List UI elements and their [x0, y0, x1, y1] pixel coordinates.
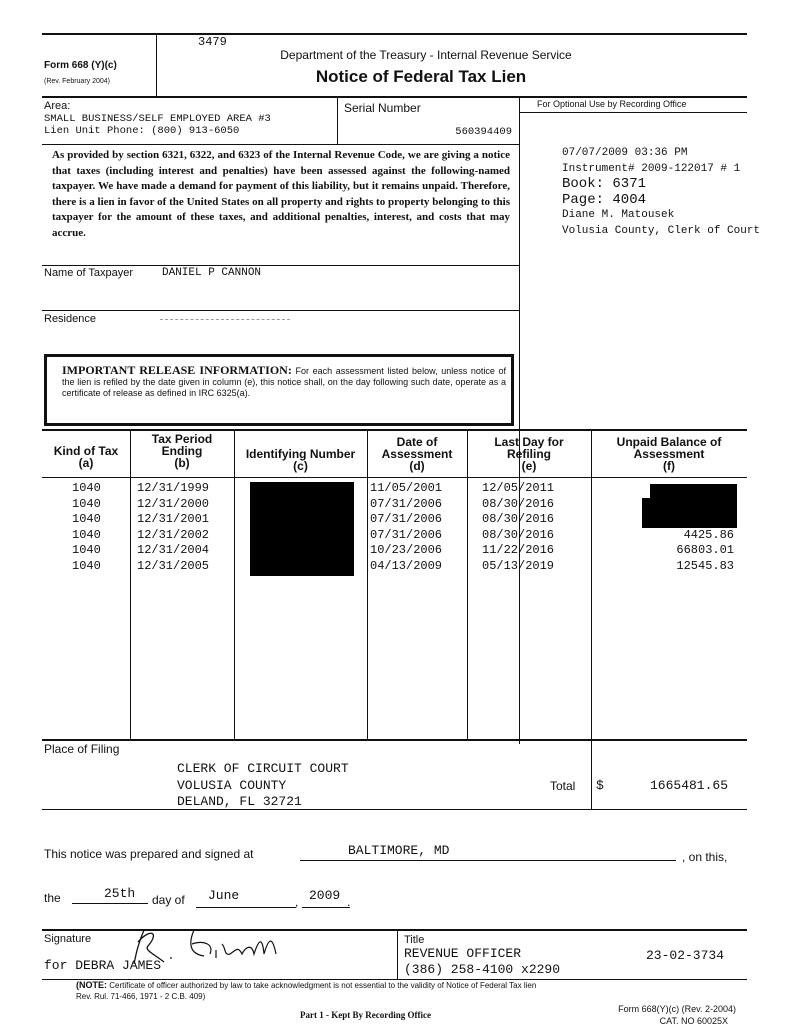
- column-header-period: [132, 433, 232, 469]
- column-title-refile: Last Day for Refiling: [494, 435, 564, 461]
- signature-divider: [397, 929, 398, 979]
- col-divider-d: [367, 429, 368, 739]
- table-cell-kind: 1040: [72, 481, 101, 495]
- prepared-month: June: [208, 888, 240, 903]
- top-border: [42, 33, 747, 35]
- table-cell-refile: 08/30/2016: [482, 527, 555, 542]
- table-cell-assessed: 07/31/2006: [370, 496, 443, 511]
- column-title-balance: Unpaid Balance of Assessment: [616, 435, 722, 461]
- recording-label: For Optional Use by Recording Office: [537, 99, 687, 109]
- recording-date: 07/07/2009 03:36 PM: [562, 147, 688, 159]
- column-header-balance: [591, 436, 747, 472]
- table-cell-assessed: 04/13/2009: [370, 558, 443, 573]
- year-line: [302, 907, 350, 908]
- taxpayer-name: DANIEL P CANNON: [162, 267, 262, 279]
- release-text: For each assessment listed below, unless notice of the lien is refiled by the date given in column (e), this notice shall, on the day following such date, operate as a certificate of release as defined in IRC 6325(a).: [62, 366, 506, 399]
- filing-line-1: CLERK OF CIRCUIT COURT: [177, 761, 349, 776]
- top-number: 3479: [198, 35, 227, 49]
- prepared-comma: ,: [295, 895, 299, 909]
- table-cell-balance: 4425.86: [683, 527, 734, 542]
- recording-underline: [519, 112, 747, 113]
- table-cell-assessed: 10/23/2006: [370, 543, 443, 558]
- prepared-day: 25th: [104, 886, 136, 901]
- table-cell-balance: 66803.01: [676, 543, 734, 558]
- taxpayer-bottom-border: [42, 310, 519, 311]
- filing-label: Place of Filing: [44, 742, 120, 756]
- serial-number: 560394409: [455, 126, 512, 138]
- column-header-kind: [42, 445, 130, 469]
- officer-title: REVENUE OFFICER: [404, 946, 522, 961]
- area-value: SMALL BUSINESS/SELF EMPLOYED AREA #3: [44, 113, 271, 125]
- form-number: Form 668 (Y)(c): [44, 60, 117, 71]
- recording-clerk-name: Diane M. Matousek: [562, 209, 675, 221]
- col-divider-e: [467, 429, 468, 739]
- table-cell-assessed: 07/31/2006: [370, 527, 443, 542]
- footer-form: Form 668(Y)(c) (Rev. 2-2004): [618, 1004, 736, 1014]
- total-amount: 1665481.65: [649, 778, 728, 793]
- recording-page: Page: 4004: [562, 191, 647, 208]
- col-divider-b: [130, 429, 131, 739]
- recording-book: Book: 6371: [562, 176, 647, 192]
- recording-divider: [519, 96, 520, 744]
- table-bottom-border: [42, 739, 747, 741]
- identifying-number-redaction: [250, 482, 354, 576]
- table-cell-kind: 1040: [72, 558, 101, 573]
- column-balance-values: [600, 481, 734, 575]
- officer-id: 23-02-3734: [646, 948, 725, 963]
- recording-clerk-title: Volusia County, Clerk of Court: [562, 224, 761, 237]
- signature-for: for DEBRA JAMES: [44, 958, 162, 973]
- signature-label: Signature: [44, 933, 92, 945]
- total-currency: $: [596, 778, 604, 793]
- table-cell-period: 12/31/2004: [137, 543, 210, 558]
- footer-note-label: (NOTE:: [76, 980, 107, 990]
- footer-note-text: Certificate of officer authorized by law to take acknowledgment is not essential to the validity of Notice of Federal Tax lien: [109, 981, 537, 990]
- table-header-border: [42, 477, 747, 478]
- footer-note-ref: Rev. Rul. 71-466, 1971 - 2 C.B. 409): [76, 992, 206, 1001]
- lien-unit-phone: Lien Unit Phone: (800) 913-6050: [44, 125, 240, 137]
- form-revision: (Rev. February 2004): [44, 78, 111, 85]
- agency-name: Department of the Treasury - Internal Revenue Service: [280, 48, 572, 62]
- table-cell-refile: 08/30/2016: [482, 512, 555, 527]
- filing-line-2: VOLUSIA COUNTY: [177, 777, 287, 793]
- prepared-year: 2009: [309, 888, 341, 903]
- table-cell-balance: [600, 497, 734, 513]
- column-title-kind: Kind of Tax: [53, 444, 119, 458]
- table-cell-balance: [600, 481, 734, 497]
- column-header-id: [234, 448, 367, 472]
- table-cell-refile: 11/22/2016: [482, 543, 555, 558]
- column-title-assessed: Date of Assessment: [381, 435, 453, 461]
- table-cell-balance: 12545.83: [676, 558, 734, 573]
- col-divider-c: [234, 429, 235, 739]
- recording-instrument: Instrument# 2009-122017 # 1: [562, 162, 741, 175]
- column-title-period: Tax Period Ending: [151, 432, 213, 458]
- column-refile-values: [482, 481, 554, 575]
- prepared-suffix: , on this,: [682, 850, 728, 864]
- table-cell-assessed: 07/31/2006: [370, 512, 443, 527]
- prepared-day-of: day of: [152, 893, 185, 907]
- prepared-the: the: [44, 891, 61, 905]
- table-cell-period: 12/31/1999: [137, 481, 210, 495]
- filing-bottom-border: [42, 809, 747, 810]
- table-cell-period: 12/31/2002: [137, 527, 210, 542]
- title-label: Title: [404, 934, 425, 946]
- column-sub-id: (c): [293, 459, 308, 473]
- prepared-prefix: This notice was prepared and signed at: [44, 847, 254, 861]
- filing-address: [177, 761, 349, 811]
- release-heading: IMPORTANT RELEASE INFORMATION:: [62, 363, 292, 377]
- area-label: Area:: [44, 100, 71, 112]
- area-bottom-border: [42, 144, 519, 145]
- table-top-border: [42, 429, 747, 431]
- column-period-values: [137, 481, 209, 575]
- table-cell-refile: 08/30/2016: [482, 496, 555, 511]
- column-sub-assessed: (d): [409, 459, 425, 473]
- column-sub-period: (b): [174, 456, 190, 470]
- release-text-block: [62, 365, 506, 400]
- table-cell-kind: 1040: [72, 543, 101, 558]
- table-cell-period: 12/31/2001: [137, 512, 210, 527]
- column-header-refile: [467, 436, 591, 472]
- column-sub-balance: (f): [663, 459, 675, 473]
- residence-redacted: [160, 319, 290, 320]
- release-box: [44, 354, 514, 426]
- taxpayer-label: Name of Taxpayer: [44, 267, 134, 279]
- column-assessed-values: [370, 481, 442, 575]
- table-cell-kind: 1040: [72, 527, 101, 542]
- table-cell-kind: 1040: [72, 512, 101, 527]
- day-line: [72, 903, 148, 904]
- officer-phone: (386) 258-4100 x2290: [404, 962, 561, 977]
- filing-line-3: DELAND, FL 32721: [177, 794, 302, 809]
- column-sub-kind: (a): [78, 456, 94, 470]
- statement-bottom-border: [42, 265, 519, 266]
- serial-label: Serial Number: [344, 101, 421, 115]
- prepared-place-line: [300, 860, 676, 861]
- table-cell-assessed: 11/05/2001: [370, 481, 443, 495]
- table-cell-refile: 12/05/2011: [482, 481, 555, 495]
- column-sub-refile: (e): [521, 459, 537, 473]
- column-kind-values: [72, 481, 101, 575]
- prepared-period: .: [347, 895, 351, 909]
- serial-divider: [337, 96, 338, 144]
- column-header-assessed: [367, 436, 467, 472]
- table-cell-refile: 05/13/2019: [482, 558, 555, 573]
- total-label: Total: [550, 779, 576, 793]
- table-cell-balance: [600, 512, 734, 528]
- table-cell-period: 12/31/2005: [137, 558, 210, 573]
- lien-statement: As provided by section 6321, 6322, and 6323 of the Internal Revenue Code, we are giving a notice that taxes (including interest and penalties) have been assessed against the following-named taxpayer. We have made a demand for payment of this liability, but it remains unpaid. Therefore, there is a lien in favor of the United States on all property and rights to property belonging to this taxpayer for the amount of these taxes, and additional penalties, interest, and costs that may accrue.: [52, 149, 510, 239]
- col-divider-f: [591, 429, 592, 809]
- table-cell-period: 12/31/2000: [137, 496, 210, 511]
- footer-note: [76, 980, 746, 991]
- prepared-place: BALTIMORE, MD: [348, 843, 450, 858]
- residence-label: Residence: [44, 313, 96, 325]
- header-bottom-border: [42, 96, 747, 98]
- month-line: [196, 907, 296, 908]
- notice-title: Notice of Federal Tax Lien: [315, 67, 527, 86]
- recording-stamp: [562, 146, 760, 239]
- footer-cat: CAT. NO 60025X: [659, 1016, 728, 1026]
- column-title-id: Identifying Number: [245, 447, 356, 461]
- table-cell-kind: 1040: [72, 496, 101, 511]
- footer-part: Part 1 - Kept By Recording Office: [300, 1010, 431, 1020]
